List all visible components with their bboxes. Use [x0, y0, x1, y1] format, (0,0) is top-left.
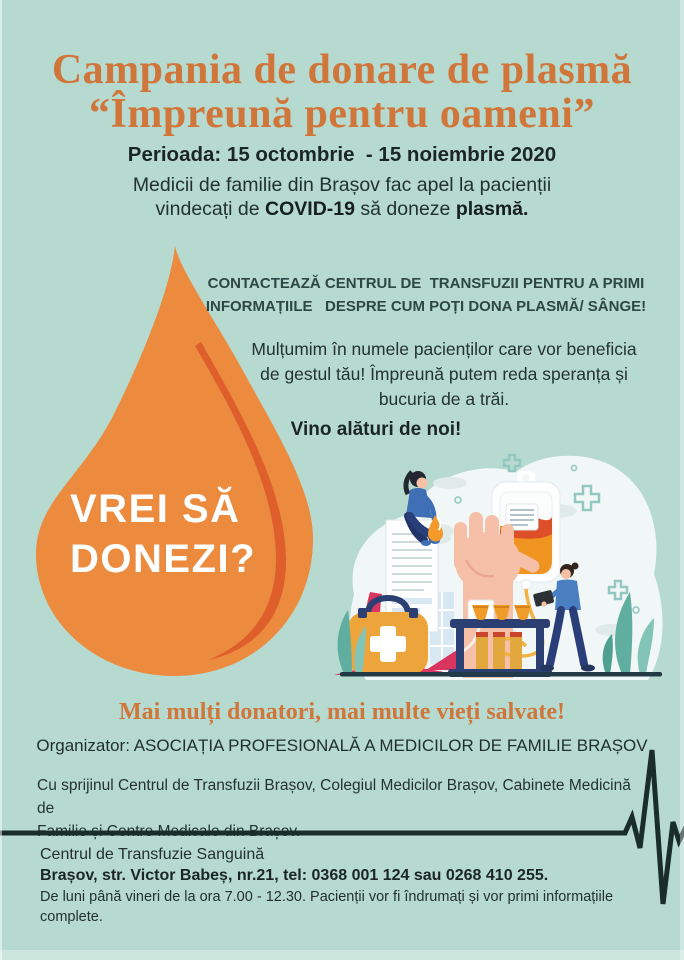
footer-contact-block [40, 845, 660, 927]
contact-callout [180, 272, 672, 318]
drop-question-line2: DONEZI? [70, 537, 257, 581]
slogan-text: Mai mulți donatori, mai multe vieți salvate! [119, 699, 565, 725]
poster-title-line2: “Împreună pentru oameni” [89, 91, 595, 137]
footer-schedule: De luni până vineri de la ora 7.00 - 12.30. Pacienții vor fi îndrumați și vor primi informațiile complete. [40, 889, 614, 925]
sample-cups-icon [472, 605, 531, 620]
appeal-plasma-bold: plasmă. [455, 198, 529, 220]
donation-illustration [330, 442, 668, 687]
thanks-text [228, 337, 660, 412]
thanks-line1: Mulțumim în numele pacienților care vor beneficia [251, 339, 637, 359]
thanks-line3: bucuria de a trăi. [378, 389, 510, 409]
cta-text: Vino alături de noi! [290, 419, 462, 440]
contact-line1: CONTACTEAZĂ CENTRUL DE TRANSFUZII PENTRU A PRIMI [207, 275, 645, 292]
appeal-text [0, 173, 684, 221]
appeal-line2-mid: să doneze [355, 198, 456, 220]
footer-center-name: Centrul de Transfuzie Sanguină [40, 846, 265, 863]
appeal-line1: Medicii de familie din Brașov fac apel la pacienții [132, 174, 552, 196]
ground-line [340, 672, 662, 677]
organizer-text: Organizator: ASOCIAȚIA PROFESIONALĂ A MEDICILOR DE FAMILIE BRAȘOV [36, 736, 648, 755]
test-tube-rack-icon [448, 619, 552, 677]
drop-question-line1: VREI SĂ [70, 487, 241, 531]
appeal-covid-bold: COVID-19 [265, 198, 355, 220]
support-text [37, 774, 637, 843]
drop-question [70, 484, 256, 584]
bottom-edge-highlight [0, 950, 684, 960]
poster-title-line1: Campania de donare de plasmă [51, 47, 633, 93]
appeal-line2-pre: vindecați de [155, 198, 266, 220]
footer-address-phone: Brașov, str. Victor Babeș, nr.21, tel: 0368 001 124 sau 0268 410 255. [40, 867, 549, 884]
appeal-line2 [0, 197, 684, 221]
campaign-period: Perioada: 15 octombrie - 15 noiembrie 2020 [127, 143, 557, 166]
thanks-line2: de gestul tău! Împreună putem reda speranța și [260, 364, 628, 384]
support-line1: Cu sprijinul Centrul de Transfuzii Brașov, Colegiul Medicilor Brașov, Cabinete Medicină de [37, 777, 631, 817]
support-line2: Familie și Centre Medicale din Brașov. [37, 823, 301, 840]
contact-line2: INFORMAȚIILE DESPRE CUM POȚI DONA PLASMĂ/ SÂNGE! [205, 298, 647, 315]
